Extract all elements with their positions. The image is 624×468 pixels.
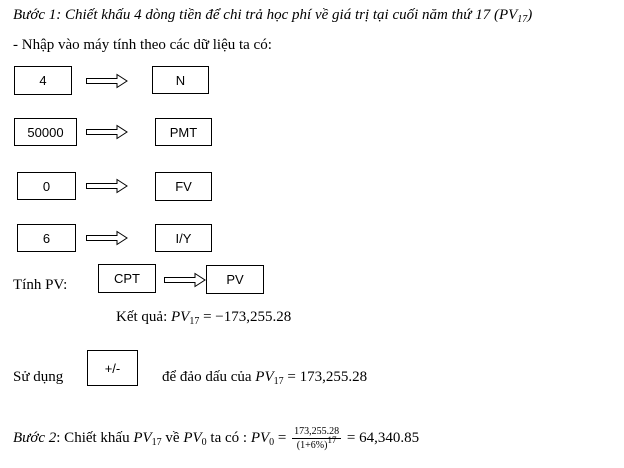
pv-key-box [206, 265, 264, 294]
calculator-key-label: FV [175, 179, 192, 194]
step1-heading-close: ) [527, 7, 533, 23]
fraction-numerator: 173,255.28 [294, 426, 340, 437]
result-value: −173,255.28 [215, 309, 292, 325]
fraction-denominator [292, 435, 341, 451]
sign-key-label: +/- [104, 360, 121, 376]
input-value: 0 [42, 178, 51, 194]
step2-text2: về [165, 429, 180, 446]
sign-text: để đảo dấu của [162, 369, 252, 385]
step2-var2-sub: 0 [201, 436, 207, 448]
calculator-key-box [155, 172, 212, 201]
right-arrow-icon [86, 124, 128, 140]
step2-label: Bước 2 [13, 429, 57, 446]
calculator-key-box [155, 224, 212, 252]
pv-key-label: PV [226, 272, 244, 287]
sign-key-box [87, 350, 138, 386]
result-var-sub: 17 [189, 316, 200, 327]
step2-var3-sub: 0 [269, 436, 275, 448]
fraction-base: (1+6%) [296, 440, 328, 451]
calculator-key-label: N [175, 72, 186, 88]
result-var: PV [170, 309, 190, 325]
input-value-box [14, 66, 72, 95]
calculator-key-box [152, 66, 209, 94]
compute-label: Tính PV: [13, 277, 68, 293]
input-value: 4 [39, 73, 47, 88]
sign-value: 173,255.28 [299, 369, 368, 385]
step1-heading-text: Bước 1: Chiết khấu 4 dòng tiền để chi trả học phí về giá trị tại cuối năm thứ 17 (PV [13, 7, 518, 23]
right-arrow-icon [164, 272, 206, 288]
intro-text: - Nhập vào máy tính theo các dữ liệu ta có: [13, 37, 272, 53]
discount-fraction [292, 426, 341, 451]
sign-var: PV [255, 369, 274, 385]
step2-text3: ta có : [210, 429, 248, 446]
calculator-key-label: I/Y [175, 230, 192, 246]
input-value: 6 [42, 230, 51, 246]
step2-line [13, 426, 419, 451]
right-arrow-icon [86, 73, 128, 89]
step1-heading [13, 7, 532, 24]
step2-var1-sub: 17 [151, 436, 162, 448]
sign-label: Sử dụng [13, 369, 64, 385]
right-arrow-icon [86, 178, 128, 194]
result-label: Kết quả: [116, 309, 168, 325]
step2-var3: PV [250, 429, 270, 446]
cpt-key-box [98, 264, 156, 293]
step2-var1: PV [133, 429, 152, 446]
cpt-key-label: CPT [114, 271, 140, 286]
input-value-box [17, 224, 76, 252]
step2-text1: : Chiết khấu [56, 429, 130, 446]
sign-equals: = [283, 369, 300, 385]
step1-heading-sub: 17 [517, 14, 528, 25]
right-arrow-icon [86, 230, 128, 246]
fraction-exponent: 17 [327, 435, 337, 445]
sign-var-sub: 17 [273, 376, 284, 387]
calculator-key-box [155, 118, 212, 146]
step2-result: = 64,340.85 [343, 429, 420, 446]
result-line [116, 309, 291, 326]
sign-line [162, 369, 367, 386]
input-value-box [14, 118, 77, 146]
result-equals: = [199, 309, 216, 325]
input-value-box [17, 172, 76, 200]
step2-var2: PV [183, 429, 202, 446]
calculator-key-label: PMT [169, 124, 198, 140]
step2-equals: = [274, 429, 291, 446]
input-value: 50000 [27, 124, 64, 140]
